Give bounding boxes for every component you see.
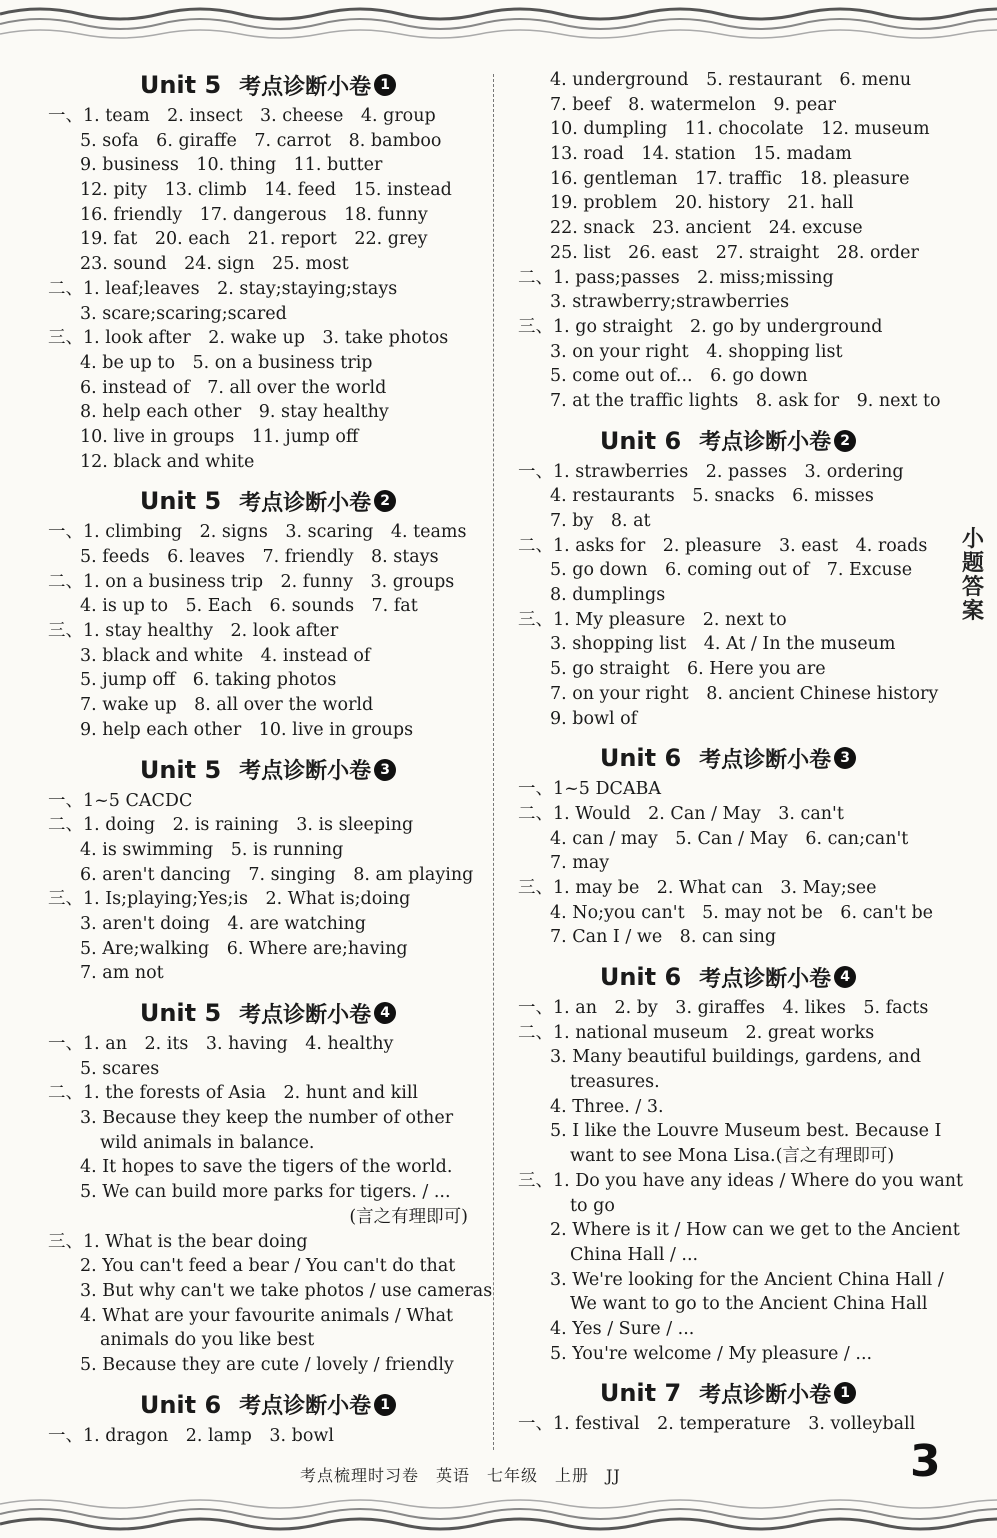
- section-gap: [518, 414, 938, 424]
- answer-line: 一、1. an 2. by 3. giraffes 4. likes 5. facts: [518, 998, 929, 1018]
- answer-line: 12. black and white: [80, 451, 255, 472]
- unit-label: Unit 6: [599, 744, 682, 773]
- answer-line: 3. aren't doing 4. are watching: [80, 913, 366, 934]
- answer-line: 5. feeds 6. leaves 7. friendly 8. stays: [80, 547, 439, 567]
- answer-line: to go: [570, 1195, 615, 1216]
- section-gap: [48, 1378, 488, 1388]
- answer-line: 4. is swimming 5. is running: [80, 839, 344, 860]
- answer-line: 16. gentleman 17. traffic 18. pleasure: [550, 168, 910, 189]
- quiz-title: 考点诊断小卷: [239, 1394, 372, 1420]
- answer-line: 5. Because they are cute / lovely / friendly: [80, 1354, 454, 1375]
- answer-line: 三、1. Do you have any ideas / Where do you want: [518, 1170, 964, 1191]
- answer-line: 三、1. stay healthy 2. look after: [48, 621, 339, 642]
- answer-line: 16. friendly 17. dangerous 18. funny: [80, 204, 428, 225]
- answer-line: 4. is up to 5. Each 6. sounds 7. fat: [80, 596, 418, 617]
- answer-line: 6. instead of 7. all over the world: [80, 377, 387, 398]
- quiz-number-badge: 2: [374, 490, 396, 512]
- side-label-char: 题: [961, 551, 984, 576]
- answer-line: 22. snack 23. ancient 24. excuse: [550, 218, 863, 239]
- answer-line: 一、1~5 CACDC: [48, 790, 193, 811]
- section-heading: [48, 753, 488, 787]
- answer-line: 4. Yes / Sure / ...: [550, 1318, 695, 1339]
- answer-line: 8. help each other 9. stay healthy: [80, 402, 389, 423]
- answer-line: 4. restaurants 5. snacks 6. misses: [550, 486, 874, 507]
- section-gap: [48, 986, 488, 996]
- answer-line: 三、1. Is;playing;Yes;is 2. What is;doing: [48, 889, 411, 910]
- section-gap: [518, 731, 938, 741]
- section-heading: [518, 1376, 938, 1410]
- quiz-number-badge: 3: [374, 759, 396, 781]
- column-divider: [493, 74, 494, 1450]
- quiz-number-badge: 1: [834, 1382, 856, 1404]
- answer-line: 7. by 8. at: [550, 511, 651, 531]
- quiz-number-badge: 1: [374, 74, 396, 96]
- answer-line: 9. help each other 10. live in groups: [80, 719, 414, 740]
- answer-line: 25. list 26. east 27. straight 28. order: [550, 242, 919, 263]
- answer-line: 3. Many beautiful buildings, gardens, and: [550, 1047, 922, 1068]
- answer-line: 9. business 10. thing 11. butter: [80, 155, 383, 176]
- answer-line: 5. go straight 6. Here you are: [550, 659, 826, 680]
- answer-line: animals do you like best: [100, 1330, 315, 1351]
- answer-line: 5. I like the Louvre Museum best. Because I: [550, 1121, 942, 1142]
- answer-line: 5. jump off 6. taking photos: [80, 670, 337, 691]
- right-column: [518, 68, 964, 1437]
- unit-label: Unit 6: [599, 963, 682, 991]
- answer-line: 一、1~5 DCABA: [518, 779, 662, 800]
- answer-section: [518, 68, 941, 414]
- section-gap: [518, 950, 938, 960]
- answer-line: 19. fat 20. each 21. report 22. grey: [80, 229, 428, 250]
- answer-line: 6. aren't dancing 7. singing 8. am playing: [80, 864, 474, 885]
- answer-line: 二、1. on a business trip 2. funny 3. groups: [48, 571, 455, 592]
- answer-line: 一、1. climbing 2. signs 3. scaring 4. teams: [48, 522, 467, 543]
- left-column: [48, 68, 493, 1448]
- answer-line: 12. pity 13. climb 14. feed 15. instead: [80, 180, 452, 201]
- answer-line: 二、1. Would 2. Can / May 3. can't: [518, 803, 844, 824]
- answer-line: 三、1. go straight 2. go by underground: [518, 316, 883, 337]
- answer-line: 13. road 14. station 15. madam: [550, 144, 852, 165]
- answer-line: 3. We're looking for the Ancient China Hall /: [550, 1269, 944, 1290]
- answer-line: 二、1. asks for 2. pleasure 3. east 4. roads: [518, 535, 928, 556]
- section-heading: [48, 68, 488, 102]
- answer-section: [518, 414, 938, 732]
- footer-text: 考点梳理时习卷 英语 七年级 上册 JJ: [300, 1466, 621, 1485]
- answer-line: 4. be up to 5. on a business trip: [80, 352, 373, 373]
- top-wave-border: [0, 0, 997, 46]
- answer-line: 4. can / may 5. Can / May 6. can;can't: [550, 828, 909, 849]
- answer-line: 7. Can I / we 8. can sing: [550, 927, 777, 948]
- answer-line: 二、1. leaf;leaves 2. stay;staying;stays: [48, 278, 398, 299]
- unit-label: Unit 7: [599, 1379, 682, 1408]
- answer-line: 5. sofa 6. giraffe 7. carrot 8. bamboo: [80, 130, 442, 151]
- answer-line: 5. come out of... 6. go down: [550, 366, 808, 387]
- section-gap: [48, 743, 488, 753]
- quiz-title: 考点诊断小卷: [239, 1002, 372, 1028]
- answer-line: 23. sound 24. sign 25. most: [80, 254, 349, 275]
- answer-line: 5. Are;walking 6. Where are;having: [80, 938, 408, 959]
- side-label: [956, 528, 990, 624]
- quiz-number-badge: 4: [374, 1002, 396, 1024]
- answer-line: 三、1. may be 2. What can 3. May;see: [518, 877, 877, 898]
- answer-line: We want to go to the Ancient China Hall: [570, 1294, 928, 1315]
- side-label-char: 小: [961, 527, 984, 552]
- section-heading: [48, 996, 488, 1030]
- answer-line: treasures.: [570, 1072, 660, 1093]
- answer-line: 三、1. look after 2. wake up 3. take photos: [48, 328, 449, 349]
- side-label-char: 答: [961, 575, 984, 600]
- answer-line: 5. go down 6. coming out of 7. Excuse: [550, 560, 913, 581]
- answer-line: 3. on your right 4. shopping list: [550, 341, 843, 362]
- section-gap: [518, 1366, 938, 1376]
- quiz-title: 考点诊断小卷: [699, 747, 832, 773]
- answer-line: 5. You're welcome / My pleasure / ...: [550, 1343, 873, 1364]
- answer-line: 3. scare;scaring;scared: [80, 303, 287, 324]
- answer-line: 7. beef 8. watermelon 9. pear: [550, 94, 837, 115]
- answer-section: [48, 986, 493, 1378]
- unit-label: Unit 6: [139, 1390, 222, 1419]
- answer-section: [48, 1378, 488, 1449]
- answer-line: 4. Three. / 3.: [550, 1096, 664, 1117]
- answer-line: 4. No;you can't 5. may not be 6. can't be: [550, 902, 934, 923]
- answer-line: 4. It hopes to save the tigers of the world.: [80, 1157, 453, 1178]
- section-heading: [518, 424, 938, 458]
- quiz-number-badge: 1: [374, 1394, 396, 1416]
- section-gap: [48, 474, 488, 484]
- answer-line: 7. wake up 8. all over the world: [80, 695, 374, 716]
- answer-line: 三、1. What is the bear doing: [48, 1231, 308, 1252]
- quiz-title: 考点诊断小卷: [239, 490, 372, 516]
- answer-section: [48, 68, 488, 474]
- answer-line: 7. at the traffic lights 8. ask for 9. next to: [550, 390, 941, 411]
- answer-line: 二、1. national museum 2. great works: [518, 1022, 875, 1043]
- answer-line: 一、1. festival 2. temperature 3. volleyball: [518, 1414, 916, 1435]
- answer-section: [518, 950, 964, 1366]
- answer-line: 5. We can build more parks for tigers. / ...: [80, 1182, 451, 1203]
- quiz-title: 考点诊断小卷: [699, 430, 832, 456]
- answer-line: 3. shopping list 4. At / In the museum: [550, 634, 896, 655]
- section-heading: [518, 741, 938, 775]
- quiz-number-badge: 4: [834, 966, 856, 988]
- section-heading: [518, 960, 938, 994]
- quiz-title: 考点诊断小卷: [699, 1382, 832, 1408]
- answer-line: 4. underground 5. restaurant 6. menu: [550, 70, 912, 90]
- section-heading: [48, 1388, 488, 1422]
- answer-line: 8. dumplings: [550, 585, 666, 606]
- side-label-char: 案: [961, 599, 984, 624]
- answer-line: 三、1. My pleasure 2. next to: [518, 609, 787, 630]
- answer-line: 3. strawberry;strawberries: [550, 292, 790, 313]
- answer-line: 3. But why can't we take photos / use cameras: [80, 1280, 493, 1301]
- answer-section: [518, 1366, 938, 1437]
- answer-section: [48, 474, 488, 742]
- quiz-title: 考点诊断小卷: [239, 74, 372, 100]
- answer-line: 19. problem 20. history 21. hall: [550, 193, 854, 214]
- answer-line: 二、1. the forests of Asia 2. hunt and kill: [48, 1083, 419, 1104]
- answer-line: 2. You can't feed a bear / You can't do that: [80, 1256, 456, 1277]
- answer-section: [48, 743, 488, 987]
- answer-line: China Hall / ...: [570, 1244, 699, 1265]
- answer-line: 7. may: [550, 853, 610, 874]
- unit-label: Unit 5: [139, 755, 222, 784]
- answer-line: 一、1. dragon 2. lamp 3. bowl: [48, 1425, 334, 1446]
- answer-line: 10. dumpling 11. chocolate 12. museum: [550, 119, 930, 140]
- unit-label: Unit 5: [139, 999, 222, 1027]
- answer-line: 9. bowl of: [550, 708, 638, 729]
- answer-line: 一、1. team 2. insect 3. cheese 4. group: [48, 106, 436, 126]
- answer-line: 一、1. an 2. its 3. having 4. healthy: [48, 1034, 394, 1054]
- answer-line: wild animals in balance.: [100, 1132, 315, 1153]
- answer-line: 一、1. strawberries 2. passes 3. ordering: [518, 461, 904, 482]
- answer-line: 7. am not: [80, 963, 164, 984]
- answer-line: 5. scares: [80, 1058, 160, 1079]
- answer-line: 2. Where is it / How can we get to the Ancient: [550, 1220, 960, 1241]
- answer-line: 二、1. doing 2. is raining 3. is sleeping: [48, 815, 414, 836]
- unit-label: Unit 5: [139, 487, 222, 516]
- quiz-title: 考点诊断小卷: [699, 966, 832, 992]
- quiz-number-badge: 2: [834, 430, 856, 452]
- answer-line: 3. Because they keep the number of other: [80, 1108, 454, 1129]
- bottom-wave-border: [0, 1492, 997, 1538]
- answer-line: 二、1. pass;passes 2. miss;missing: [518, 267, 834, 288]
- page-number: 3: [910, 1436, 941, 1487]
- answer-line: 3. black and white 4. instead of: [80, 645, 371, 666]
- answer-line: want to see Mona Lisa.(言之有理即可): [570, 1146, 895, 1167]
- unit-label: Unit 6: [599, 426, 682, 455]
- answer-line: 7. on your right 8. ancient Chinese history: [550, 683, 939, 704]
- quiz-title: 考点诊断小卷: [239, 759, 372, 784]
- answer-line: (言之有理即可): [349, 1206, 468, 1227]
- answer-line: 10. live in groups 11. jump off: [80, 426, 359, 447]
- section-heading: [48, 484, 488, 518]
- answer-section: [518, 731, 938, 950]
- quiz-number-badge: 3: [834, 747, 856, 769]
- answer-line: 4. What are your favourite animals / What: [80, 1305, 454, 1326]
- unit-label: Unit 5: [139, 71, 222, 99]
